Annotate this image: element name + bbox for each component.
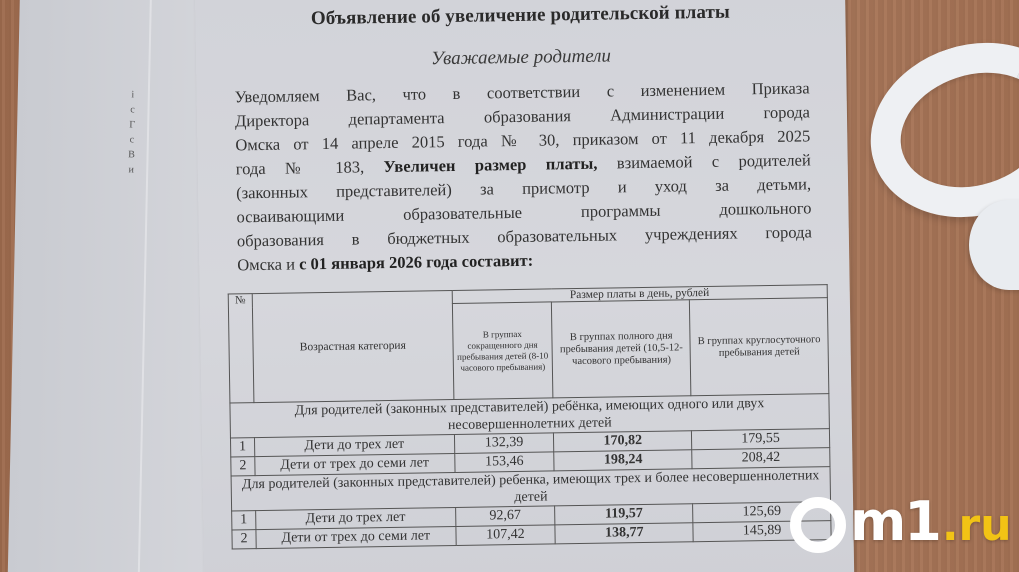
paper-fold-line [137,0,152,572]
body-line: осваивающими образовательные программы дошкольного [236,198,812,227]
header-short-day-groups: В группах сокращенного дня пребывания детей (8-10 часового пребывания) [452,302,553,400]
table-row: 1 Дети до трех лет 92,67 119,57 125,69 [232,502,831,530]
body-line: года № 183, Увеличен размер платы, взимаемой с родителей [235,150,811,179]
header-fee-per-day: Размер платы в день, рублей [452,285,828,304]
emphasis-fee-increased: Увеличен размер платы, [383,153,598,177]
document-title: Объявление об увеличение родительской платы [310,1,731,30]
fees-table [228,284,832,549]
logo-text-m1: m1 [850,490,940,553]
emphasis-effective-date: с 01 января 2026 года составит: [298,250,534,274]
body-line: Директора департамента образования Администрации города [234,102,811,131]
header-full-day-groups: В группах полного дня пребывания детей (10,5-12-часового пребывания) [552,300,691,398]
header-number: № [228,294,254,403]
body-line: (законных представителей) за присмотр и уход за детьми, [235,174,812,203]
logo-ring-icon [790,497,846,553]
section-title-one-two-children: Для родителей (законных представителей) ребёнка, имеющих одного или двух несовершеннолетних детей [230,394,829,438]
announcement-body [234,76,812,277]
document-salutation: Уважаемые родители [430,45,612,70]
om1-ru-watermark-logo [790,490,1012,560]
header-24h-groups: В группах круглосуточного пребывания детей [690,298,829,396]
body-line: образования в бюджетных образовательных учреждениях города [236,222,812,251]
body-line: Омска от 14 апреле 2015 года № 30, приказом от 11 декабря 2025 [235,126,811,155]
table-row: 2 Дети от трех до семи лет 153,46 198,24 208,42 [231,448,830,476]
margin-letters: і с Г с В и [128,89,136,176]
section-title-three-plus-children: Для родителей (законных представителей) ребенка, имеющих трех и более несовершеннолетних детей [231,467,830,511]
body-line: Уведомляем Вас, что в соответствии с изменением Приказа [234,78,810,107]
announcement-sheet [195,0,854,572]
logo-text-ru: .ru [941,500,1012,551]
table-row: 2 Дети от трех до семи лет 107,42 138,77 145,89 [232,521,831,549]
body-line: Омска и с 01 января 2026 года составит: [237,250,534,275]
header-age-category: Возрастная категория [252,291,453,403]
table-row: 1 Дети до трех лет 132,39 170,82 179,55 [230,429,829,457]
